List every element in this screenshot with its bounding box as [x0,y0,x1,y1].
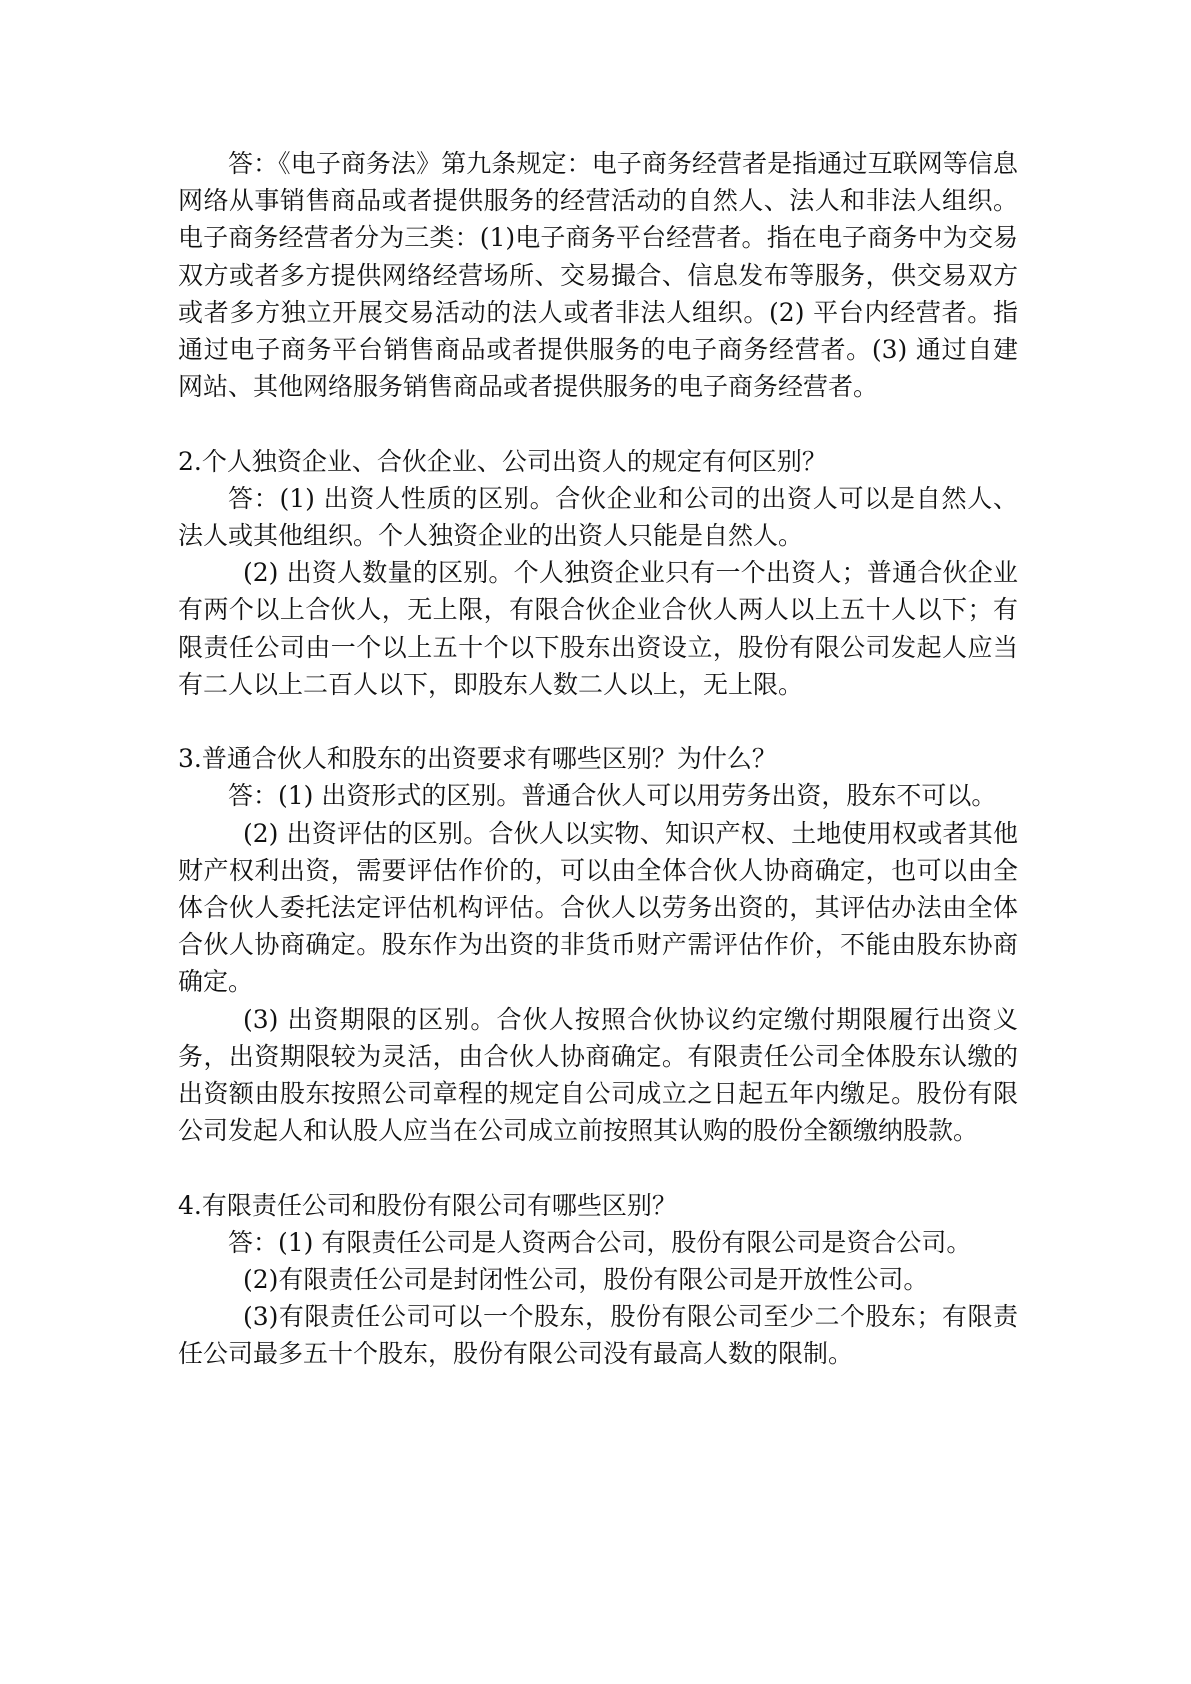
document-body [178,145,1018,1373]
question-heading: 3.普通合伙人和股东的出资要求有哪些区别？为什么？ [178,744,777,774]
answer-paragraph: (2) 出资评估的区别。合伙人以实物、知识产权、土地使用权或者其他财产权利出资，需要评估作价的，可以由全体合伙人协商确定，也可以由全体合伙人委托法定评估机构评估。合伙人以劳务出资的，其评估办法由全体合伙人协商确定。股东作为出资的非货币财产需评估作价，不能由股东协商确定。 [178,818,1018,997]
section-gap [178,1149,1018,1186]
question-heading: 4.有限责任公司和股份有限公司有哪些区别？ [178,1190,677,1220]
answer-paragraph: 答：(1) 出资形式的区别。普通合伙人可以用劳务出资，股东不可以。 [228,781,997,811]
answer-paragraph: (2)有限责任公司是封闭性公司，股份有限公司是开放性公司。 [243,1265,929,1295]
answer-paragraph: (3) 出资期限的区别。合伙人按照合伙协议约定缴付期限履行出资义务，出资期限较为灵活，由合伙人协商确定。有限责任公司全体股东认缴的出资额由股东按照公司章程的规定自公司成立之日起五年内缴足。股份有限公司发起人和认股人应当在公司成立前按照其认购的股份全额缴纳股款。 [178,1004,1018,1146]
answer-paragraph: 答：(1) 出资人性质的区别。合伙企业和公司的出资人可以是自然人、法人或其他组织。个人独资企业的出资人只能是自然人。 [178,483,1018,551]
answer-paragraph: (2) 出资人数量的区别。个人独资企业只有一个出资人；普通合伙企业有两个以上合伙人，无上限，有限合伙企业合伙人两人以上五十人以下；有限责任公司由一个以上五十个以下股东出资设立，股份有限公司发起人应当有二人以上二百人以下，即股东人数二人以上，无上限。 [178,558,1018,699]
answer-paragraph: (3)有限责任公司可以一个股东，股份有限公司至少二个股东；有限责任公司最多五十个股东，股份有限公司没有最高人数的限制。 [178,1302,1018,1369]
question-heading: 2.个人独资企业、合伙企业、公司出资人的规定有何区别？ [178,446,827,476]
section-gap [178,703,1018,740]
answer-paragraph: 答：《电子商务法》第九条规定：电子商务经营者是指通过互联网等信息网络从事销售商品或者提供服务的经营活动的自然人、法人和非法人组织。电子商务经营者分为三类：(1)电子商务平台经营者。指在电子商务中为交易双方或者多方提供网络经营场所、交易撮合、信息发布等服务，供交易双方或者多方独立开展交易活动的法人或者非法人组织。(2) 平台内经营者。指通过电子商务平台销售商品或者提供服务的电子商务经营者。(3) 通过自建网站、其他网络服务销售商品或者提供服务的电子商务经营者。 [178,149,1018,402]
answer-paragraph: 答：(1) 有限责任公司是人资两合公司，股份有限公司是资合公司。 [228,1227,972,1257]
section-gap [178,405,1018,442]
